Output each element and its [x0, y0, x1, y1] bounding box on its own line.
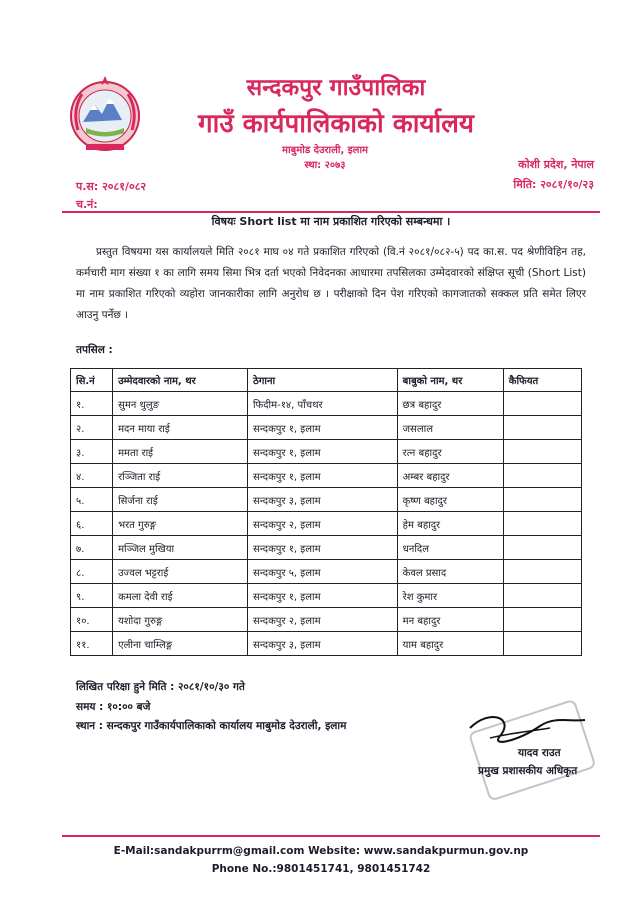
table-cell: १. [71, 392, 113, 416]
table-cell: ७. [71, 536, 113, 560]
table-cell: फिदीम-१४, पाँचथर [247, 392, 397, 416]
table-cell: रञ्जिता राई [113, 464, 248, 488]
table-cell: सन्दकपुर २, इलाम [247, 512, 397, 536]
office-name: गाउँ कार्यपालिकाको कार्यालय [198, 109, 474, 139]
table-cell: सन्दकपुर १, इलाम [247, 536, 397, 560]
table-cell: सन्दकपुर १, इलाम [247, 464, 397, 488]
table-row [71, 392, 582, 416]
table-cell: ३. [71, 440, 113, 464]
table-cell: केवल प्रसाद [397, 560, 503, 584]
table-cell [503, 416, 581, 440]
signatory-name: यादव राउत [518, 747, 561, 759]
table-row [71, 536, 582, 560]
table-cell: १०. [71, 608, 113, 632]
exam-place: स्थान : सन्दकपुर गाउँकार्यपालिकाको कार्यालय माबुमोड देउराली, इलाम [76, 720, 347, 732]
table-cell: ६. [71, 512, 113, 536]
table-cell: रत्न बहादुर [397, 440, 503, 464]
exam-date: लिखित परिक्षा हुने मिति : २०८१/१०/३० गते [76, 681, 245, 693]
header-divider [62, 211, 600, 213]
table-cell: छत्र बहादुर [397, 392, 503, 416]
table-cell: सन्दकपुर २, इलाम [247, 608, 397, 632]
table-header-cell: ठेगाना [247, 369, 397, 392]
table-cell: सुमन थुलुङ [113, 392, 248, 416]
table-cell: २. [71, 416, 113, 440]
body-paragraph: प्रस्तुत विषयमा यस कार्यालयले मिति २०८१ माघ ०४ गते प्रकाशित गरिएको (वि.नं २०८१/०८२-५) पद का.स. पद श्रेणीविहिन तह, कर्मचारी माग संख्या १ का लागि समय सिमा भित्र दर्ता भएको निवेदनका आधारमा तपसिलका उम्मेदवारको संक्षिप्त सूची (Short List) मा नाम प्रकाशित गरिएको व्यहोरा जानकारीका लागि अनुरोध छ । परीक्षाको दिन पेश गरिएको कागजातको सक्कल प्रति समेत लिएर आउनु पर्नेछ । [76, 246, 586, 321]
table-cell: मदन माया राई [113, 416, 248, 440]
table-row [71, 560, 582, 584]
table-row [71, 488, 582, 512]
org-name: सन्दकपुर गाउँपालिका [246, 75, 426, 101]
table-cell: सिर्जना राई [113, 488, 248, 512]
table-cell: सन्दकपुर ३, इलाम [247, 488, 397, 512]
table-cell [503, 392, 581, 416]
exam-time: समय : १०:०० बजे [76, 701, 151, 713]
table-cell: ९. [71, 584, 113, 608]
table-cell: ११. [71, 632, 113, 656]
table-row [71, 632, 582, 656]
table-cell: उज्वल भट्टराई [113, 560, 248, 584]
established-line: स्था: २०७३ [304, 160, 346, 171]
table-row [71, 512, 582, 536]
table-cell: सन्दकपुर ५, इलाम [247, 560, 397, 584]
table-cell [503, 464, 581, 488]
table-cell: धनदिल [397, 536, 503, 560]
shortlist-table [70, 368, 582, 656]
table-cell: ४. [71, 464, 113, 488]
table-row [71, 464, 582, 488]
province-label: कोशी प्रदेश, नेपाल [518, 158, 594, 171]
table-header-row [71, 369, 582, 392]
tapasil-label: तपसिल : [76, 344, 113, 356]
table-header-cell: उम्मेदवारको नाम, थर [113, 369, 248, 392]
table-row [71, 416, 582, 440]
footer-divider [62, 835, 600, 837]
letter-ps-number: प.स: २०८१/०८२ [76, 180, 147, 193]
nepal-emblem-icon [62, 70, 148, 156]
table-cell: रेश कुमार [397, 584, 503, 608]
table-header-cell: बाबुको नाम, थर [397, 369, 503, 392]
table-cell: यशोदा गुरुङ्ग [113, 608, 248, 632]
table-cell [503, 608, 581, 632]
table-cell [503, 512, 581, 536]
table-cell: ८. [71, 560, 113, 584]
table-row [71, 608, 582, 632]
table-cell: जसलाल [397, 416, 503, 440]
table-cell [503, 632, 581, 656]
table-cell: कृष्ण बहादुर [397, 488, 503, 512]
table-cell [503, 536, 581, 560]
table-row [71, 440, 582, 464]
table-cell: ममता राई [113, 440, 248, 464]
signatory-title: प्रमुख प्रशासकीय अधिकृत [478, 765, 578, 777]
table-cell: मन बहादुर [397, 608, 503, 632]
table-header-cell: कैफियत [503, 369, 581, 392]
table-cell: सन्दकपुर ३, इलाम [247, 632, 397, 656]
address-line: माबुमोड देउराली, इलाम [281, 145, 369, 156]
table-cell [503, 560, 581, 584]
table-cell [503, 584, 581, 608]
table-cell: ५. [71, 488, 113, 512]
table-cell: कमला देवी राई [113, 584, 248, 608]
table-cell [503, 440, 581, 464]
table-cell [503, 488, 581, 512]
footer-phone: Phone No.:9801451741, 9801451742 [211, 863, 431, 875]
table-cell: अम्बर बहादुर [397, 464, 503, 488]
table-cell: सन्दकपुर १, इलाम [247, 440, 397, 464]
table-header-cell: सि.नं [71, 369, 113, 392]
letter-ch-number: च.नं: [76, 198, 98, 211]
table-cell: भरत गुरुङ्ग [113, 512, 248, 536]
table-cell: याम बहादुर [397, 632, 503, 656]
subject-line: विषयः Short list मा नाम प्रकाशित गरिएको सम्बन्धमा । [211, 215, 451, 228]
table-cell: सन्दकपुर १, इलाम [247, 584, 397, 608]
table-cell: मञ्जिल मुखिया [113, 536, 248, 560]
footer-contact: E-Mail:sandakpurrm@gmail.com Website: www.sandakpurmun.gov.np [113, 845, 529, 857]
table-cell: सन्दकपुर १, इलाम [247, 416, 397, 440]
letter-date: मिति: २०८१/१०/२३ [513, 178, 594, 191]
table-cell: एलीना चाम्लिङ्ग [113, 632, 248, 656]
table-row [71, 584, 582, 608]
table-cell: हेम बहादुर [397, 512, 503, 536]
